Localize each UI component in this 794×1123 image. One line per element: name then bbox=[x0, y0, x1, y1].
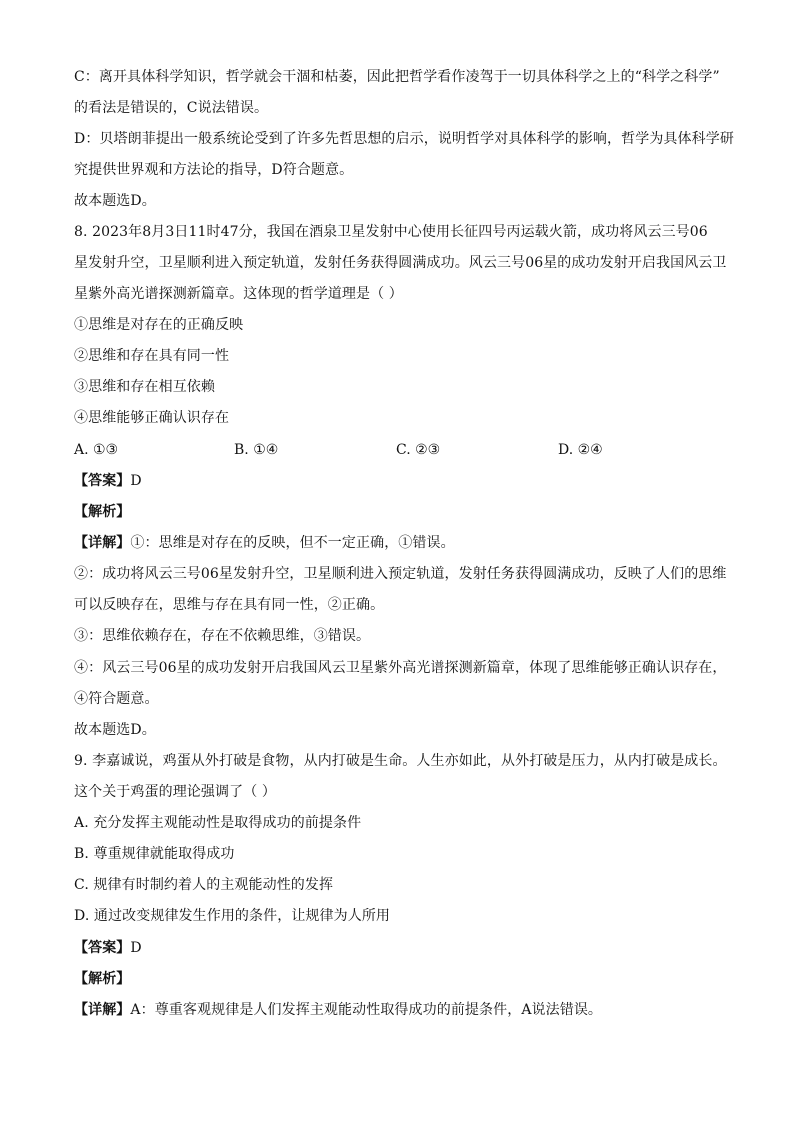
q9-detail-1 bbox=[74, 1001, 734, 1019]
q9-analysis-label: 【解析】 bbox=[74, 971, 131, 987]
q8-option-c: C. ②③ bbox=[396, 442, 441, 458]
q8-item-2: ②思维和存在具有同一性 bbox=[74, 348, 230, 364]
q9-stem-line1: 9. 李嘉诚说，鸡蛋从外打破是食物，从内打破是生命。人生亦如此，从外打破是压力，从内打破是成长。 bbox=[74, 753, 727, 769]
q9-option-c: C. 规律有时制约着人的主观能动性的发挥 bbox=[74, 877, 334, 893]
q8-option-a: A. ①③ bbox=[74, 442, 119, 458]
q9-answer-label: 【答案】 bbox=[74, 940, 131, 956]
q8-stem-line1: 8. 2023年8月3日11时47分，我国在酒泉卫星发射中心使用长征四号丙运载火箭，成功将风云三号06 bbox=[74, 224, 708, 240]
q8-detail-1-text: ①：思维是对存在的反映，但不一定正确，①错误。 bbox=[130, 535, 455, 551]
q9-detail-1-text: A：尊重客观规律是人们发挥主观能动性取得成功的前提条件，A说法错误。 bbox=[130, 1002, 603, 1018]
q8-answer-value: D bbox=[130, 473, 142, 489]
q8-detail-1 bbox=[74, 534, 734, 552]
q8-conclusion: 故本题选D。 bbox=[74, 722, 156, 738]
q8-detail-2-line2: 可以反映存在，思维与存在具有同一性，②正确。 bbox=[74, 597, 385, 613]
q8-item-1: ①思维是对存在的正确反映 bbox=[74, 317, 244, 333]
q8-item-3: ③思维和存在相互依赖 bbox=[74, 379, 215, 395]
q8-detail-4-line2: ④符合题意。 bbox=[74, 691, 159, 707]
q9-answer-row bbox=[74, 939, 734, 957]
q9-option-d: D. 通过改变规律发生作用的条件，让规律为人所用 bbox=[74, 908, 391, 924]
q9-answer-value: D bbox=[130, 940, 142, 956]
q8-option-b: B. ①④ bbox=[234, 442, 279, 458]
q8-detail-3: ③：思维依赖存在，存在不依赖思维，③错误。 bbox=[74, 628, 371, 644]
q8-stem-line2: 星发射升空，卫星顺利进入预定轨道，发射任务获得圆满成功。风云三号06星的成功发射开启我国风云卫 bbox=[74, 255, 727, 271]
q9-stem-line2: 这个关于鸡蛋的理论强调了（ ） bbox=[74, 784, 276, 800]
q9-option-b: B. 尊重规律就能取得成功 bbox=[74, 846, 235, 862]
q8-detail-2-line1: ②：成功将风云三号06星发射升空，卫星顺利进入预定轨道，发射任务获得圆满成功，反映了人们的思维 bbox=[74, 566, 727, 582]
q9-option-a: A. 充分发挥主观能动性是取得成功的前提条件 bbox=[74, 815, 362, 831]
q8-answer-label: 【答案】 bbox=[74, 473, 131, 489]
q8-detail-label: 【详解】 bbox=[74, 535, 131, 551]
q7-option-c-explanation-line1: C：离开具体科学知识，哲学就会干涸和枯萎，因此把哲学看作凌驾于一切具体科学之上的“科学之科学” bbox=[74, 69, 720, 85]
q8-analysis-label: 【解析】 bbox=[74, 504, 131, 520]
q7-option-d-explanation-line1: D：贝塔朗菲提出一般系统论受到了许多先哲思想的启示，说明哲学对具体科学的影响，哲学为具体科学研 bbox=[74, 131, 734, 147]
q9-detail-label: 【详解】 bbox=[74, 1002, 131, 1018]
q7-option-c-explanation-line2: 的看法是错误的，C说法错误。 bbox=[74, 100, 269, 116]
q8-detail-4-line1: ④：风云三号06星的成功发射开启我国风云卫星紫外高光谱探测新篇章，体现了思维能够正确认识存在， bbox=[74, 660, 727, 676]
q8-item-4: ④思维能够正确认识存在 bbox=[74, 410, 230, 426]
q8-answer-row bbox=[74, 472, 734, 490]
q7-conclusion: 故本题选D。 bbox=[74, 193, 156, 209]
q7-option-d-explanation-line2: 究提供世界观和方法论的指导，D符合题意。 bbox=[74, 162, 354, 178]
q8-option-d: D. ②④ bbox=[558, 442, 603, 458]
q8-stem-line3: 星紫外高光谱探测新篇章。这体现的哲学道理是（ ） bbox=[74, 286, 403, 302]
